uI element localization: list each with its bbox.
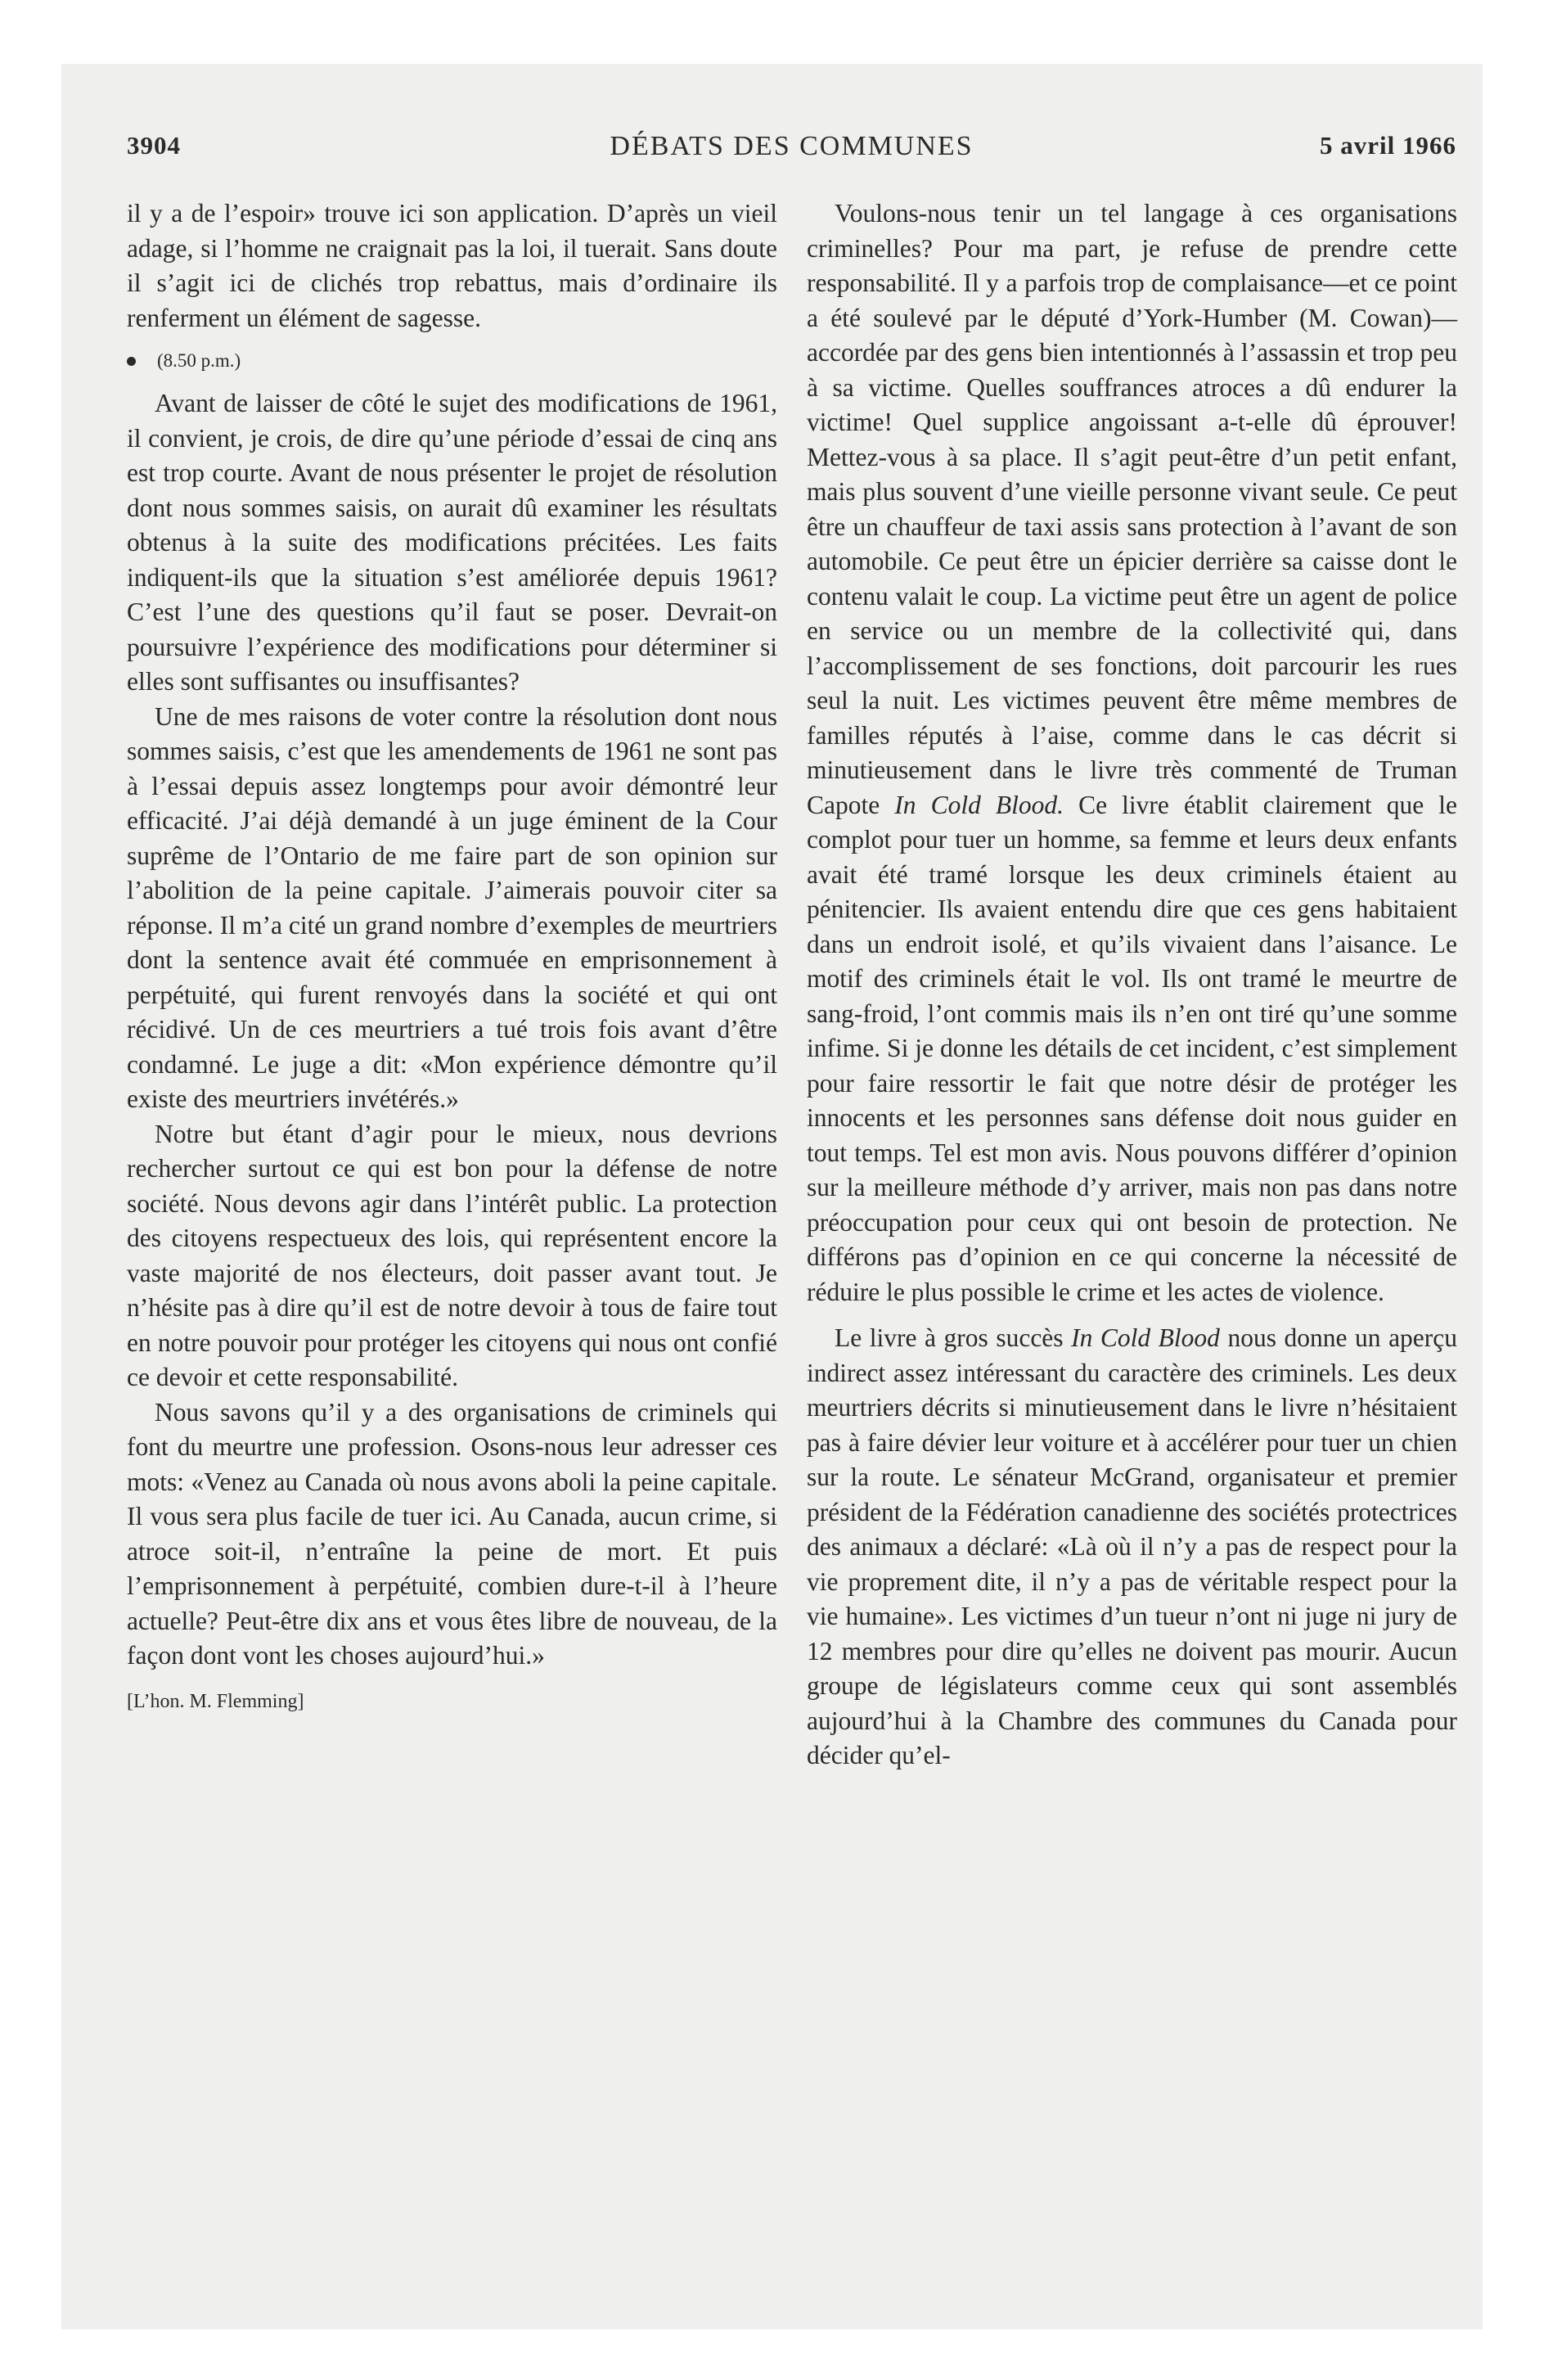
paragraph: Une de mes raisons de voter contre la résolution dont nous sommes saisis, c’est que les amendements de 1961 ne sont pas à l’essai depuis assez longtemps pour avoir démontré leur efficacité. J’ai déjà demandé à un juge éminent de la Cour suprême de l’Ontario de me faire part de son opinion sur l’abolition de la peine capitale. J’aimerais pouvoir citer sa réponse. Il m’a cité un grand nombre d’exemples de meurtriers dont la sentence avait été commuée en emprisonnement à perpétuité, qui furent renvoyés dans la société et qui ont récidivé. Un de ces meurtriers a tué trois fois avant d’être condamné. Le juge a dit: «Mon expérience démontre qu’il existe des meurtriers invétérés.» [127,701,777,1113]
timestamp-text: (8.50 p.m.) [157,350,241,371]
left-column [127,196,777,1718]
paragraph-continued: il y a de l’espoir» trouve ici son application. D’après un vieil adage, si l’homme ne craignait pas la loi, il tuerait. Sans doute il s’agit ici de clichés trop rebattus, mais d’ordinaire ils renferment un élément de sagesse. [127,199,777,332]
paragraph-text: nous donne un aperçu indirect assez intéressant du caractère des criminels. Les deux meurtriers décrits si minutieusement dans le livre n’hésitaient pas à faire dévier leur voiture et à accélérer pour tuer un chien sur la route. Le sénateur McGrand, organisateur et premier président de la Fédération canadienne des sociétés protectrices des animaux a déclaré: «Là où il n’y a pas de respect pour la vie proprement dite, il n’y a pas de véritable respect pour la vie humaine». Les victimes d’un tueur n’ont ni juge ni jury de 12 membres pour dire qu’elles ne doivent pas mourir. Aucun groupe de législateurs comme ceux qui sont assemblés aujourd’hui à la Chambre des communes du Canada pour décider qu’el- [807,1323,1457,1769]
paragraph: Avant de laisser de côté le sujet des modifications de 1961, il convient, je crois, de dire qu’une période d’essai de cinq ans est trop courte. Avant de nous présenter le projet de résolution dont nous sommes saisis, on aurait dû examiner les résultats obtenus à la suite des modifications précitées. Les faits indiquent-ils que la situation s’est améliorée depuis 1961? C’est l’une des questions qu’il faut se poser. Devrait-on poursuivre l’expérience des modifications pour déterminer si elles sont suffisantes ou insuffisantes? [127,389,777,696]
paragraph [807,196,1457,1309]
paragraph-text: Ce livre établit clairement que le complot pour tuer un homme, sa femme et leurs deux enfants avait été tramé lorsque les deux criminels étaient au pénitencier. Ils avaient entendu dire que ces gens habitaient dans un endroit isolé, et qu’ils vivaient dans l’aisance. Le motif des criminels était le vol. Ils ont tramé le meurtre de sang-froid, l’ont commis mais ils n’en ont tiré qu’une somme infime. Si je donne les détails de cet incident, c’est simplement pour faire ressortir le fait que notre désir de protéger les innocents et les personnes sans défense doit nous guider en tout temps. Tel est mon avis. Nous pouvons différer d’opinion sur la meilleure méthode d’y arriver, mais non pas dans notre préoccupation pour ceux qui ont besoin de protection. Ne différons pas d’opinion en ce qui concerne la nécessité de réduire le plus possible le crime et les actes de violence. [807,790,1457,1306]
publication-title: DÉBATS DES COMMUNES [610,131,974,161]
timestamp [127,345,777,377]
paragraph [807,1321,1457,1774]
paragraph-text: Voulons-nous tenir un tel langage à ces organisations criminelles? Pour ma part, je refuse de prendre cette responsabilité. Il y a parfois trop de complaisance—et ce point a été soulevé par le député d’York-Humber (M. Cowan)—accordée par des gens bien intentionnés à l’assassin et trop peu à sa victime. Quelles souffrances atroces a dû endurer la victime! Quel supplice angoissant a-t-elle dû éprouver! Mettez-vous à sa place. Il s’agit peut-être d’un petit enfant, mais plus souvent d’une vieille personne vivant seule. Ce peut être un chauffeur de taxi assis sans protection à l’avant de son automobile. Ce peut être un épicier derrière sa caisse dont le contenu valait le coup. La victime peut être un agent de police en service ou un membre de la collectivité qui, dans l’accomplissement de ses fonctions, doit parcourir les rues seul la nuit. Les victimes peuvent être même membres de familles réputés à l’aise, comme dans le cas décrit si minutieusement dans le livre très commenté de Truman Capote [807,199,1457,819]
speaker-attribution: [L’hon. M. Flemming] [127,1690,304,1712]
book-title: In Cold Blood. [894,790,1064,819]
book-title: In Cold Blood [1071,1323,1220,1352]
paragraph: Notre but étant d’agir pour le mieux, nous devrions rechercher surtout ce qui est bon pour la défense de notre société. Nous devons agir dans l’intérêt public. La protection des citoyens respectueux des lois, qui représentent encore la vaste majorité de nos électeurs, doit passer avant tout. Je n’hésite pas à dire qu’il est de notre devoir à tous de faire tout en notre pouvoir pour protéger les citoyens qui nous ont confié ce devoir et cette responsabilité. [127,1119,777,1391]
paragraph: Nous savons qu’il y a des organisations de criminels qui font du meurtre une profession. Osons-nous leur adresser ces mots: «Venez au Canada où nous avons aboli la peine capitale. Il vous sera plus facile de tuer ici. Au Canada, aucun crime, si atroce soit-il, n’entraîne la peine de mort. Et puis l’emprisonnement à perpétuité, combien dure-t-il à l’heure actuelle? Peut-être dix ans et vous êtes libre de nouveau, de la façon dont vont les choses aujourd’hui.» [127,1397,777,1670]
paragraph-text: Le livre à gros succès [835,1323,1072,1352]
paragraph-spacer [807,1309,1457,1321]
page-number: 3904 [127,131,181,160]
bullet-icon [127,357,136,366]
page-header [127,131,1456,172]
issue-date: 5 avril 1966 [1320,131,1456,160]
right-column [807,196,1457,1774]
